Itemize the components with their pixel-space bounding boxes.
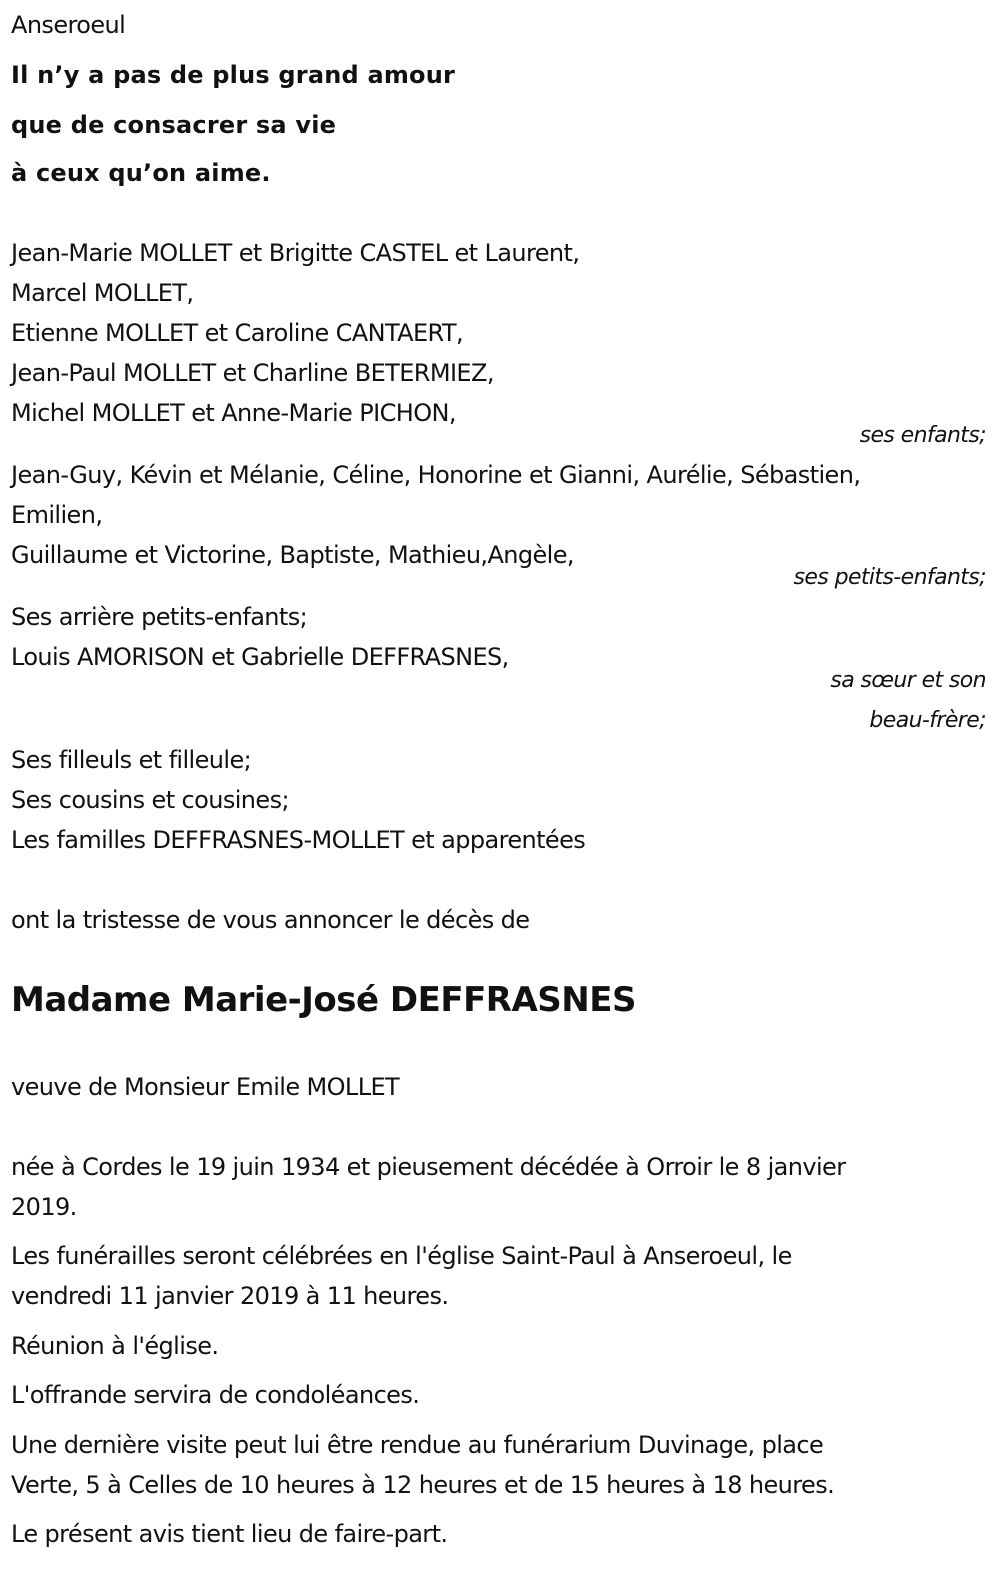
- widow-of: veuve de Monsieur Emile MOLLET: [11, 1073, 400, 1101]
- visit-line: Verte, 5 à Celles de 10 heures à 12 heures et de 15 heures à 18 heures.: [11, 1471, 835, 1499]
- relation-label: ses petits-enfants;: [793, 565, 986, 590]
- birth-death-line: née à Cordes le 19 juin 1934 et pieusement décédée à Orroir le 8 janvier: [11, 1153, 846, 1181]
- meeting-line: Réunion à l'église.: [11, 1332, 219, 1360]
- great-grandchildren-line: Ses arrière petits-enfants;: [11, 603, 308, 631]
- family-line: Ses filleuls et filleule;: [11, 746, 252, 774]
- family-line: Les familles DEFFRASNES-MOLLET et apparentées: [11, 826, 586, 854]
- quote-line: à ceux qu’on aime.: [11, 159, 271, 187]
- announcement: ont la tristesse de vous annoncer le décès de: [11, 906, 530, 934]
- family-line: Jean-Marie MOLLET et Brigitte CASTEL et Laurent,: [11, 239, 580, 267]
- visit-line: Une dernière visite peut lui être rendue au funérarium Duvinage, place: [11, 1431, 824, 1459]
- family-line: Ses cousins et cousines;: [11, 786, 289, 814]
- relation-label: ses enfants;: [859, 423, 986, 448]
- deceased-name: Madame Marie-José DEFFRASNES: [11, 980, 636, 1020]
- funeral-line: Les funérailles seront célébrées en l'église Saint-Paul à Anseroeul, le: [11, 1242, 792, 1270]
- location: Anseroeul: [11, 11, 126, 39]
- relation-label: beau-frère;: [869, 708, 986, 733]
- quote-line: que de consacrer sa vie: [11, 111, 337, 139]
- family-line: Jean-Guy, Kévin et Mélanie, Céline, Honorine et Gianni, Aurélie, Sébastien,: [11, 461, 861, 489]
- family-line: Marcel MOLLET,: [11, 279, 194, 307]
- family-line: Guillaume et Victorine, Baptiste, Mathieu,Angèle,: [11, 541, 574, 569]
- family-line: Jean-Paul MOLLET et Charline BETERMIEZ,: [11, 359, 494, 387]
- relation-label: sa sœur et son: [830, 668, 986, 693]
- quote-line: Il n’y a pas de plus grand amour: [11, 61, 456, 89]
- family-line: Emilien,: [11, 501, 103, 529]
- birth-death-line: 2019.: [11, 1193, 77, 1221]
- family-line: Michel MOLLET et Anne-Marie PICHON,: [11, 399, 456, 427]
- offering-line: L'offrande servira de condoléances.: [11, 1381, 420, 1409]
- family-line: Louis AMORISON et Gabrielle DEFFRASNES,: [11, 643, 509, 671]
- funeral-line: vendredi 11 janvier 2019 à 11 heures.: [11, 1282, 449, 1310]
- family-line: Etienne MOLLET et Caroline CANTAERT,: [11, 319, 463, 347]
- notice-line: Le présent avis tient lieu de faire-part.: [11, 1520, 448, 1548]
